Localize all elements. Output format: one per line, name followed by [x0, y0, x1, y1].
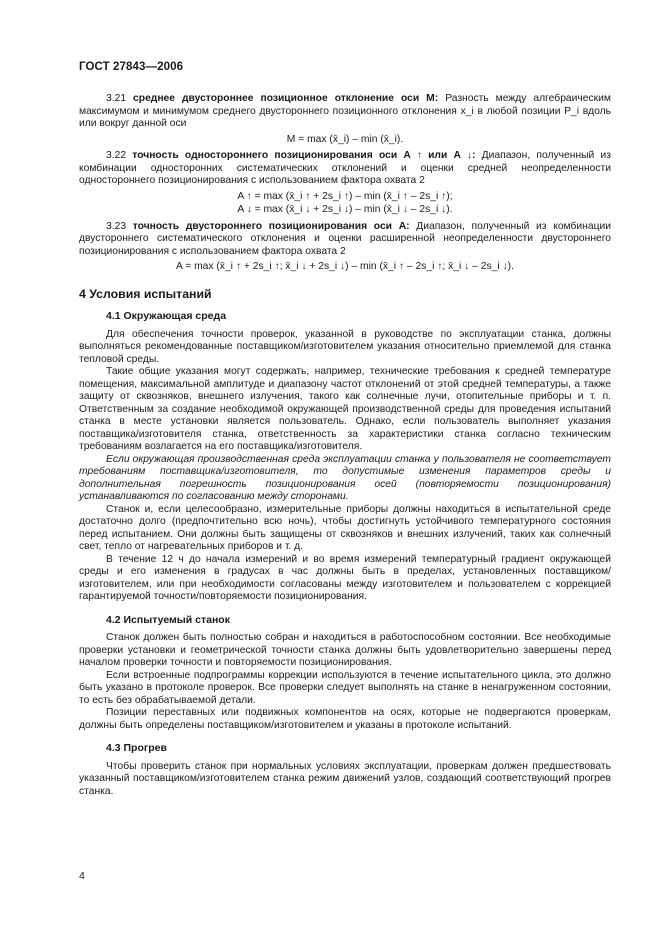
- formula-a-down: A ↓ = max (x̄_i ↓ + 2s_i ↓) – min (x̄_i ↓ – 2s_i ↓).: [237, 204, 453, 215]
- clause-3-23: [79, 221, 611, 259]
- formula-a-up: A ↑ = max (x̄_i ↑ + 2s_i ↑) – min (x̄_i ↑ – 2s_i ↑);: [237, 190, 453, 202]
- page-number: 4: [79, 870, 85, 882]
- formula-m: M = max (x̄_i) – min (x̄_i).: [286, 133, 404, 145]
- formula-a-two-sided: A = max (x̄_i ↑ + 2s_i ↑; x̄_i ↓ + 2s_i ↓) – min (x̄_i ↑ – 2s_i ↑; x̄_i ↓ – 2s_i ↓).: [176, 261, 514, 272]
- paragraph: Такие общие указания могут содержать, например, технические требования к средней температуре помещения, максимальной амплитуде и диапазону частот отклонений от этой средней температуры, а также защиту от сквозняков, внешнего излучения, такого как солнечные лучи, отопительные приборы и т. п. Ответственным за создание необходимой окружающей производственной среды для проведения испытаний станка в месте установки является пользователь. Однако, если пользователь выполняет указания поставщика/изготовителя станка, ответственность за характеристики станка согласно техническим требованиям возлагается на его поставщика/изготовителя.: [79, 366, 611, 452]
- page-content: [79, 93, 611, 798]
- subsection-title: 4.2 Испытуемый станок: [106, 613, 230, 626]
- subsection-title: 4.1 Окружающая среда: [106, 310, 227, 322]
- clause-text: Диапазон, полученный из комбинации односторонних систематических отклонений и оценки средней неопределенности одностороннего позиционирования с использованием фактора охвата 2: [79, 150, 611, 186]
- section-title: 4 Условия испытаний: [79, 286, 212, 301]
- clause-3-21: [79, 93, 611, 131]
- clause-number: 3.21: [106, 93, 127, 104]
- paragraph: Чтобы проверить станок при нормальных условиях эксплуатации, проверкам должен предшествовать указанный поставщиком/изготовителем станка режим движений узлов, создающий соответствующий прогрев станка.: [79, 760, 611, 797]
- paragraph-italic: Если окружающая производственная среда эксплуатации станка у пользователя не соответствует требованиям поставщика/изготовителя, то допустимые изменения параметров среды и дополнительная погрешность позиционирования осей (повторяемости позиционирования) устанавливаются по согласованию между сторонами.: [79, 453, 611, 502]
- clause-term: среднее двустороннее позиционное отклонение оси М:: [133, 93, 439, 104]
- clause-number: 3.22: [106, 150, 127, 161]
- subsection-title: 4.3 Прогрев: [106, 742, 167, 754]
- clause-text: Разность между алгебраическим максимумом и минимумом среднего двустороннего позиционного отклонения x_i в любой позиции P_i вдоль или вокруг данной оси: [79, 93, 611, 129]
- paragraph: Станок и, если целесообразно, измерительные приборы должны находиться в испытательной среде достаточно долго (предпочтительно всю ночь), чтобы достигнуть устойчивого температурного состояния перед испытанием. Они должны быть защищены от сквозняков и внешних излучений, таких как солнечный свет, тепло от нагревательных приборов и т. д.: [79, 503, 611, 552]
- paragraph: Для обеспечения точности проверок, указанной в руководстве по эксплуатации станка, должны выполняться рекомендованные поставщиком/изготовителем указания относительно приемлемой для станка тепловой среды.: [79, 328, 611, 365]
- clause-number: 3.23: [106, 220, 127, 232]
- clause-term: точность одностороннего позиционирования оси A ↑ или A ↓:: [132, 150, 476, 161]
- document-id-header: ГОСТ 27843—2006: [79, 61, 184, 73]
- formula-block-a-one-sided: [79, 191, 611, 217]
- paragraph: Если встроенные подпрограммы коррекции используются в течение испытательного цикла, это должно быть указано в протоколе проверок. Все проверки следует выполнять на станке в ненагруженном состоянии, то есть без обрабатываемой детали.: [79, 669, 611, 706]
- clause-text: Диапазон, полученный из комбинации двустороннего систематического отклонения и оценки расширенной неопределенности двустороннего позиционирования с использованием фактора охвата 2: [79, 220, 611, 257]
- paragraph: В течение 12 ч до начала измерений и во время измерений температурный градиент окружающей среды и его изменения в градусах в час должны быть в пределах, установленных поставщиком/изготовителем, или при необходимости согласованы между изготовителем и пользователем с коррекцией гарантируемой точности/повторяемости позиционирования.: [79, 553, 611, 602]
- paragraph: Позиции переставных или подвижных компонентов на осях, которые не подвергаются проверкам, должны быть определены поставщиком/изготовителем и указаны в протоколе испытаний.: [79, 707, 611, 731]
- clause-3-22: [79, 150, 611, 188]
- clause-term: точность двустороннего позиционирования оси A:: [132, 220, 410, 232]
- paragraph: Станок должен быть полностью собран и находиться в работоспособном состоянии. Все необходимые проверки установки и геометрической точности станка должны быть удовлетворительно завершены перед началом проверки точности и повторяемости позиционирования.: [79, 632, 611, 668]
